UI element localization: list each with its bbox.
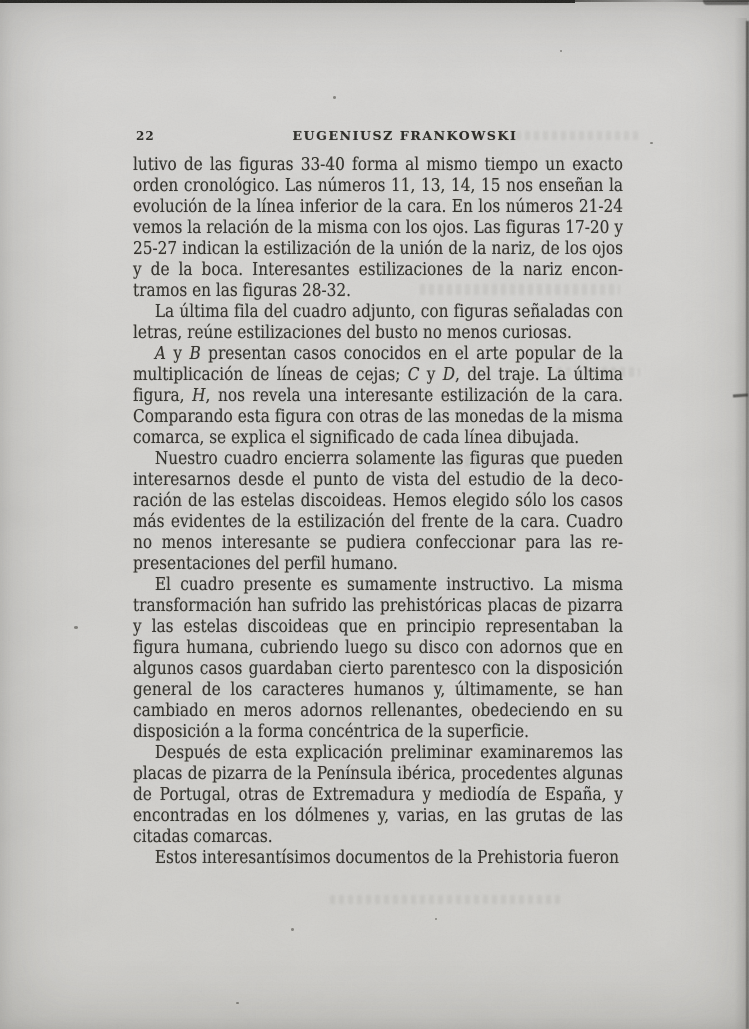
scan-edge-top-right-corner (703, 0, 749, 5)
ink-speck (236, 1002, 239, 1004)
ink-speck (74, 626, 78, 629)
paragraph: Después de esta explicación preliminar examinaremos las placas de pizarra de la Península ibérica, procedentes algunas de Portugal, otras de Extremadura y mediodía de España, y encontradas en los dólmenes y, varias, en las grutas de las citadas comarcas. (133, 743, 623, 847)
ink-speck (560, 50, 562, 52)
scan-edge-top (0, 0, 575, 3)
paragraph: Estos interesantísimos documentos de la Prehistoria fueron (154, 848, 619, 868)
page-number: 22 (136, 129, 155, 143)
paragraph: La última fila del cuadro adjunto, con figuras señaladas con letras, reúne estilizaciones del busto no menos curiosas. (133, 302, 623, 343)
ink-speck (291, 928, 294, 931)
paragraph: Nuestro cuadro encierra solamente las figuras que pueden interesarnos desde el punto de vista del estudio de la decoración de las estelas discoideas. Hemos elegido sólo los casos más evidentes de la estilización del frente de la cara. Cuadro no menos interesante se pudiera confeccionar para las representaciones del perfil humano. (133, 449, 623, 574)
paragraph: lutivo de las figuras 33-40 forma al mismo tiempo un exacto orden cronológico. Las números 11, 13, 14, 15 nos enseñan la evolución de la línea inferior de la cara. En los números 21-24 vemos la relación de la misma con los ojos. Las figuras 17-20 y 25-27 indican la estilización de la unión de la nariz, de los ojos y de la boca. Interesantes estilizaciones de la nariz encontramos en las figuras 28-32. (133, 155, 623, 301)
paragraph: El cuadro presente es sumamente instructivo. La misma transformación han sufrido las prehistóricas placas de pizarra y las estelas discoideas que en principio representaban la figura humana, cubriendo luego su disco con adornos que en algunos casos guardaban cierto parentesco con la disposición general de los caracteres humanos y, últimamente, se han cambiado en meros adornos rellenantes, obedeciendo en su disposición a la forma concéntrica de la superficie. (133, 575, 623, 742)
ink-speck (333, 96, 336, 99)
running-header: EUGENIUSZ FRANKOWSKI (292, 128, 518, 143)
paragraph: A y B presentan casos conocidos en el arte popular de la multiplicación de líneas de cejas; C y D, del traje. La última figura, H, nos revela una interesante estilización de la cara. Comparando esta figura con otras de las monedas de la misma comarca, se explica el significado de cada línea dibujada. (133, 344, 624, 448)
bleed-through-smudge (330, 895, 560, 904)
ink-speck (650, 142, 653, 144)
text-column (133, 155, 623, 869)
ink-speck (435, 918, 437, 920)
